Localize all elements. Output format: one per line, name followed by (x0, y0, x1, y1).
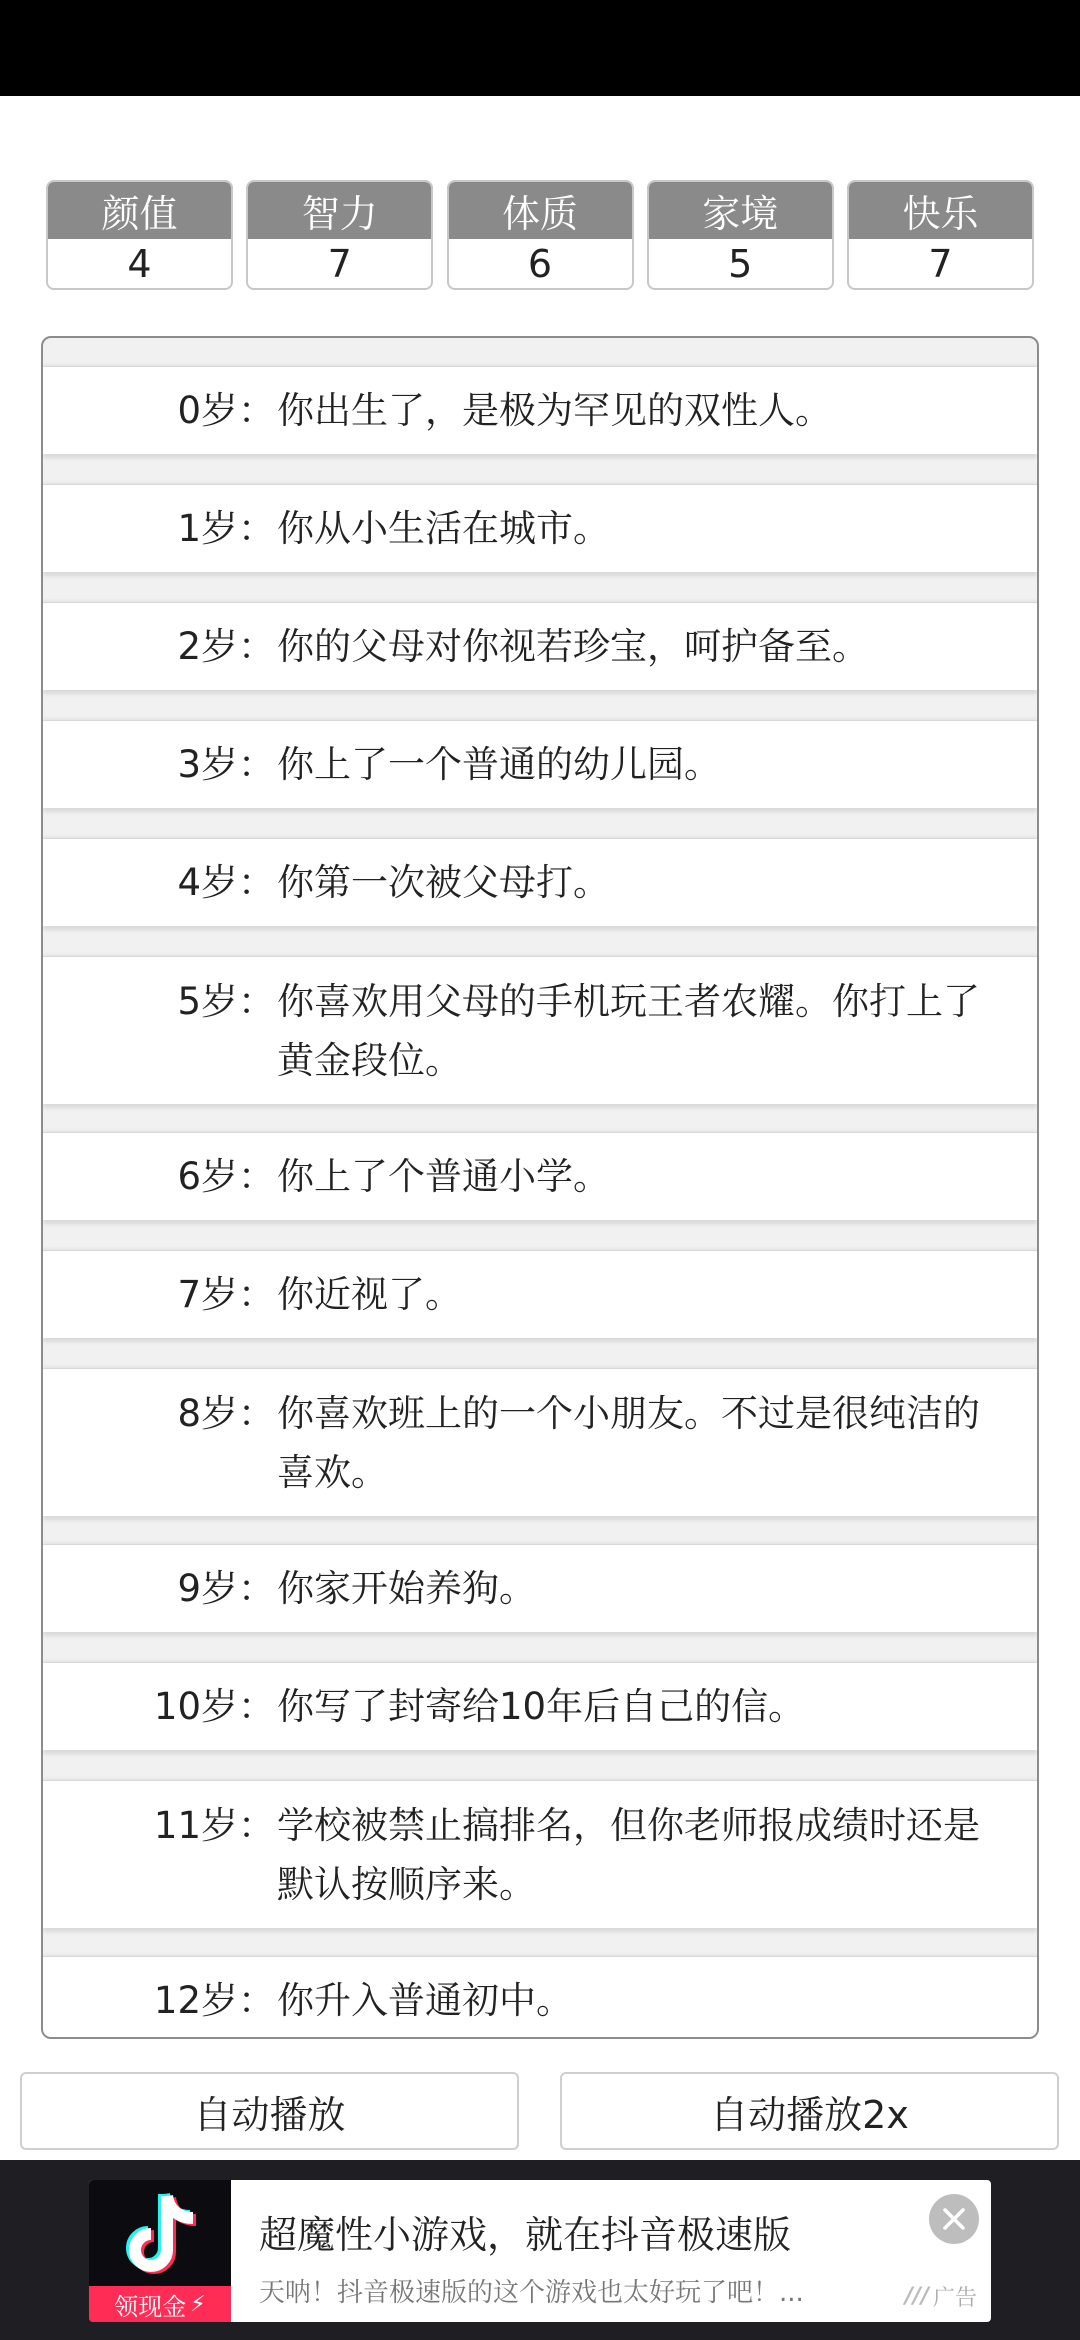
stat-label: 快乐 (849, 182, 1032, 239)
stat-value: 7 (327, 241, 352, 286)
log-text: 你上了一个普通的幼儿园。 (277, 743, 721, 786)
log-text: 你上了个普通小学。 (277, 1155, 610, 1198)
log-text: 你写了封寄给10年后自己的信。 (277, 1685, 806, 1728)
log-age: 12岁： (153, 1979, 275, 2022)
log-entry (43, 366, 1037, 454)
ad-subtitle: 天呐！抖音极速版的这个游戏也太好玩了吧！... (259, 2278, 804, 2308)
log-entry (43, 484, 1037, 572)
stat-happiness (847, 180, 1034, 290)
log-entry (43, 1544, 1037, 1632)
ad-badge (89, 2286, 231, 2322)
log-entry (43, 1250, 1037, 1338)
ad-label (905, 2281, 977, 2312)
log-text: 你出生了，是极为罕见的双性人。 (277, 389, 832, 432)
log-text: 你从小生活在城市。 (277, 507, 610, 550)
ad-card[interactable] (89, 2180, 991, 2322)
log-entry (43, 1368, 1037, 1516)
auto-play-button[interactable]: 自动播放 (20, 2072, 519, 2150)
log-entry (43, 1780, 1037, 1928)
log-age: 8岁： (177, 1391, 275, 1435)
log-entry (43, 1662, 1037, 1750)
auto-play-2x-button[interactable]: 自动播放2x (560, 2072, 1059, 2150)
log-entry (43, 838, 1037, 926)
log-age: 1岁： (177, 507, 275, 550)
log-age: 3岁： (177, 743, 275, 786)
log-entry (43, 602, 1037, 690)
log-age: 9岁： (177, 1567, 275, 1610)
log-entry (43, 1956, 1037, 2039)
ad-banner (0, 2160, 1080, 2340)
stat-label: 家境 (649, 182, 832, 239)
stat-value: 4 (127, 241, 152, 286)
douyin-logo-icon (89, 2180, 231, 2322)
stat-label: 智力 (248, 182, 431, 239)
log-text: 你的父母对你视若珍宝，呵护备至。 (277, 625, 869, 668)
log-age: 5岁： (177, 979, 275, 1023)
stat-family (647, 180, 834, 290)
log-text: 你家开始养狗。 (277, 1567, 536, 1610)
log-entry (43, 1132, 1037, 1220)
log-text: 你喜欢班上的一个小朋友。不过是很纯洁的喜欢。 (277, 1391, 980, 1494)
ad-title: 超魔性小游戏，就在抖音极速版 (259, 2213, 792, 2257)
log-age: 7岁： (177, 1273, 275, 1316)
log-age: 11岁： (153, 1803, 275, 1847)
status-bar (0, 0, 1080, 96)
log-text: 你喜欢用父母的手机玩王者农耀。你打上了黄金段位。 (277, 979, 980, 1082)
log-age: 6岁： (177, 1155, 275, 1198)
stat-physique (447, 180, 634, 290)
stat-appearance (46, 180, 233, 290)
stat-label: 颜值 (48, 182, 231, 239)
playback-controls (0, 2072, 1080, 2152)
log-age: 10岁： (153, 1685, 275, 1728)
stat-value: 5 (728, 241, 753, 286)
stat-intelligence (246, 180, 433, 290)
log-entry (43, 956, 1037, 1104)
stat-value: 7 (928, 241, 953, 286)
log-text: 你升入普通初中。 (277, 1979, 573, 2022)
close-icon[interactable] (929, 2194, 979, 2244)
ad-label-text: 广告 (932, 2286, 977, 2311)
log-age: 2岁： (177, 625, 275, 668)
ad-mark-icon: /// (904, 2284, 929, 2309)
log-age: 0岁： (177, 389, 275, 432)
log-text: 你近视了。 (277, 1273, 462, 1316)
log-text: 你第一次被父母打。 (277, 861, 610, 904)
log-text: 学校被禁止搞排名，但你老师报成绩时还是默认按顺序来。 (277, 1803, 980, 1906)
log-age: 4岁： (177, 861, 275, 904)
lightning-icon: ⚡ (190, 2291, 206, 2317)
ad-badge-text: 领现金 (114, 2292, 187, 2321)
stat-value: 6 (527, 241, 553, 286)
life-log-scroll[interactable] (41, 336, 1039, 2039)
log-entry (43, 720, 1037, 808)
attribute-panel (46, 180, 1034, 290)
stat-label: 体质 (449, 182, 632, 239)
